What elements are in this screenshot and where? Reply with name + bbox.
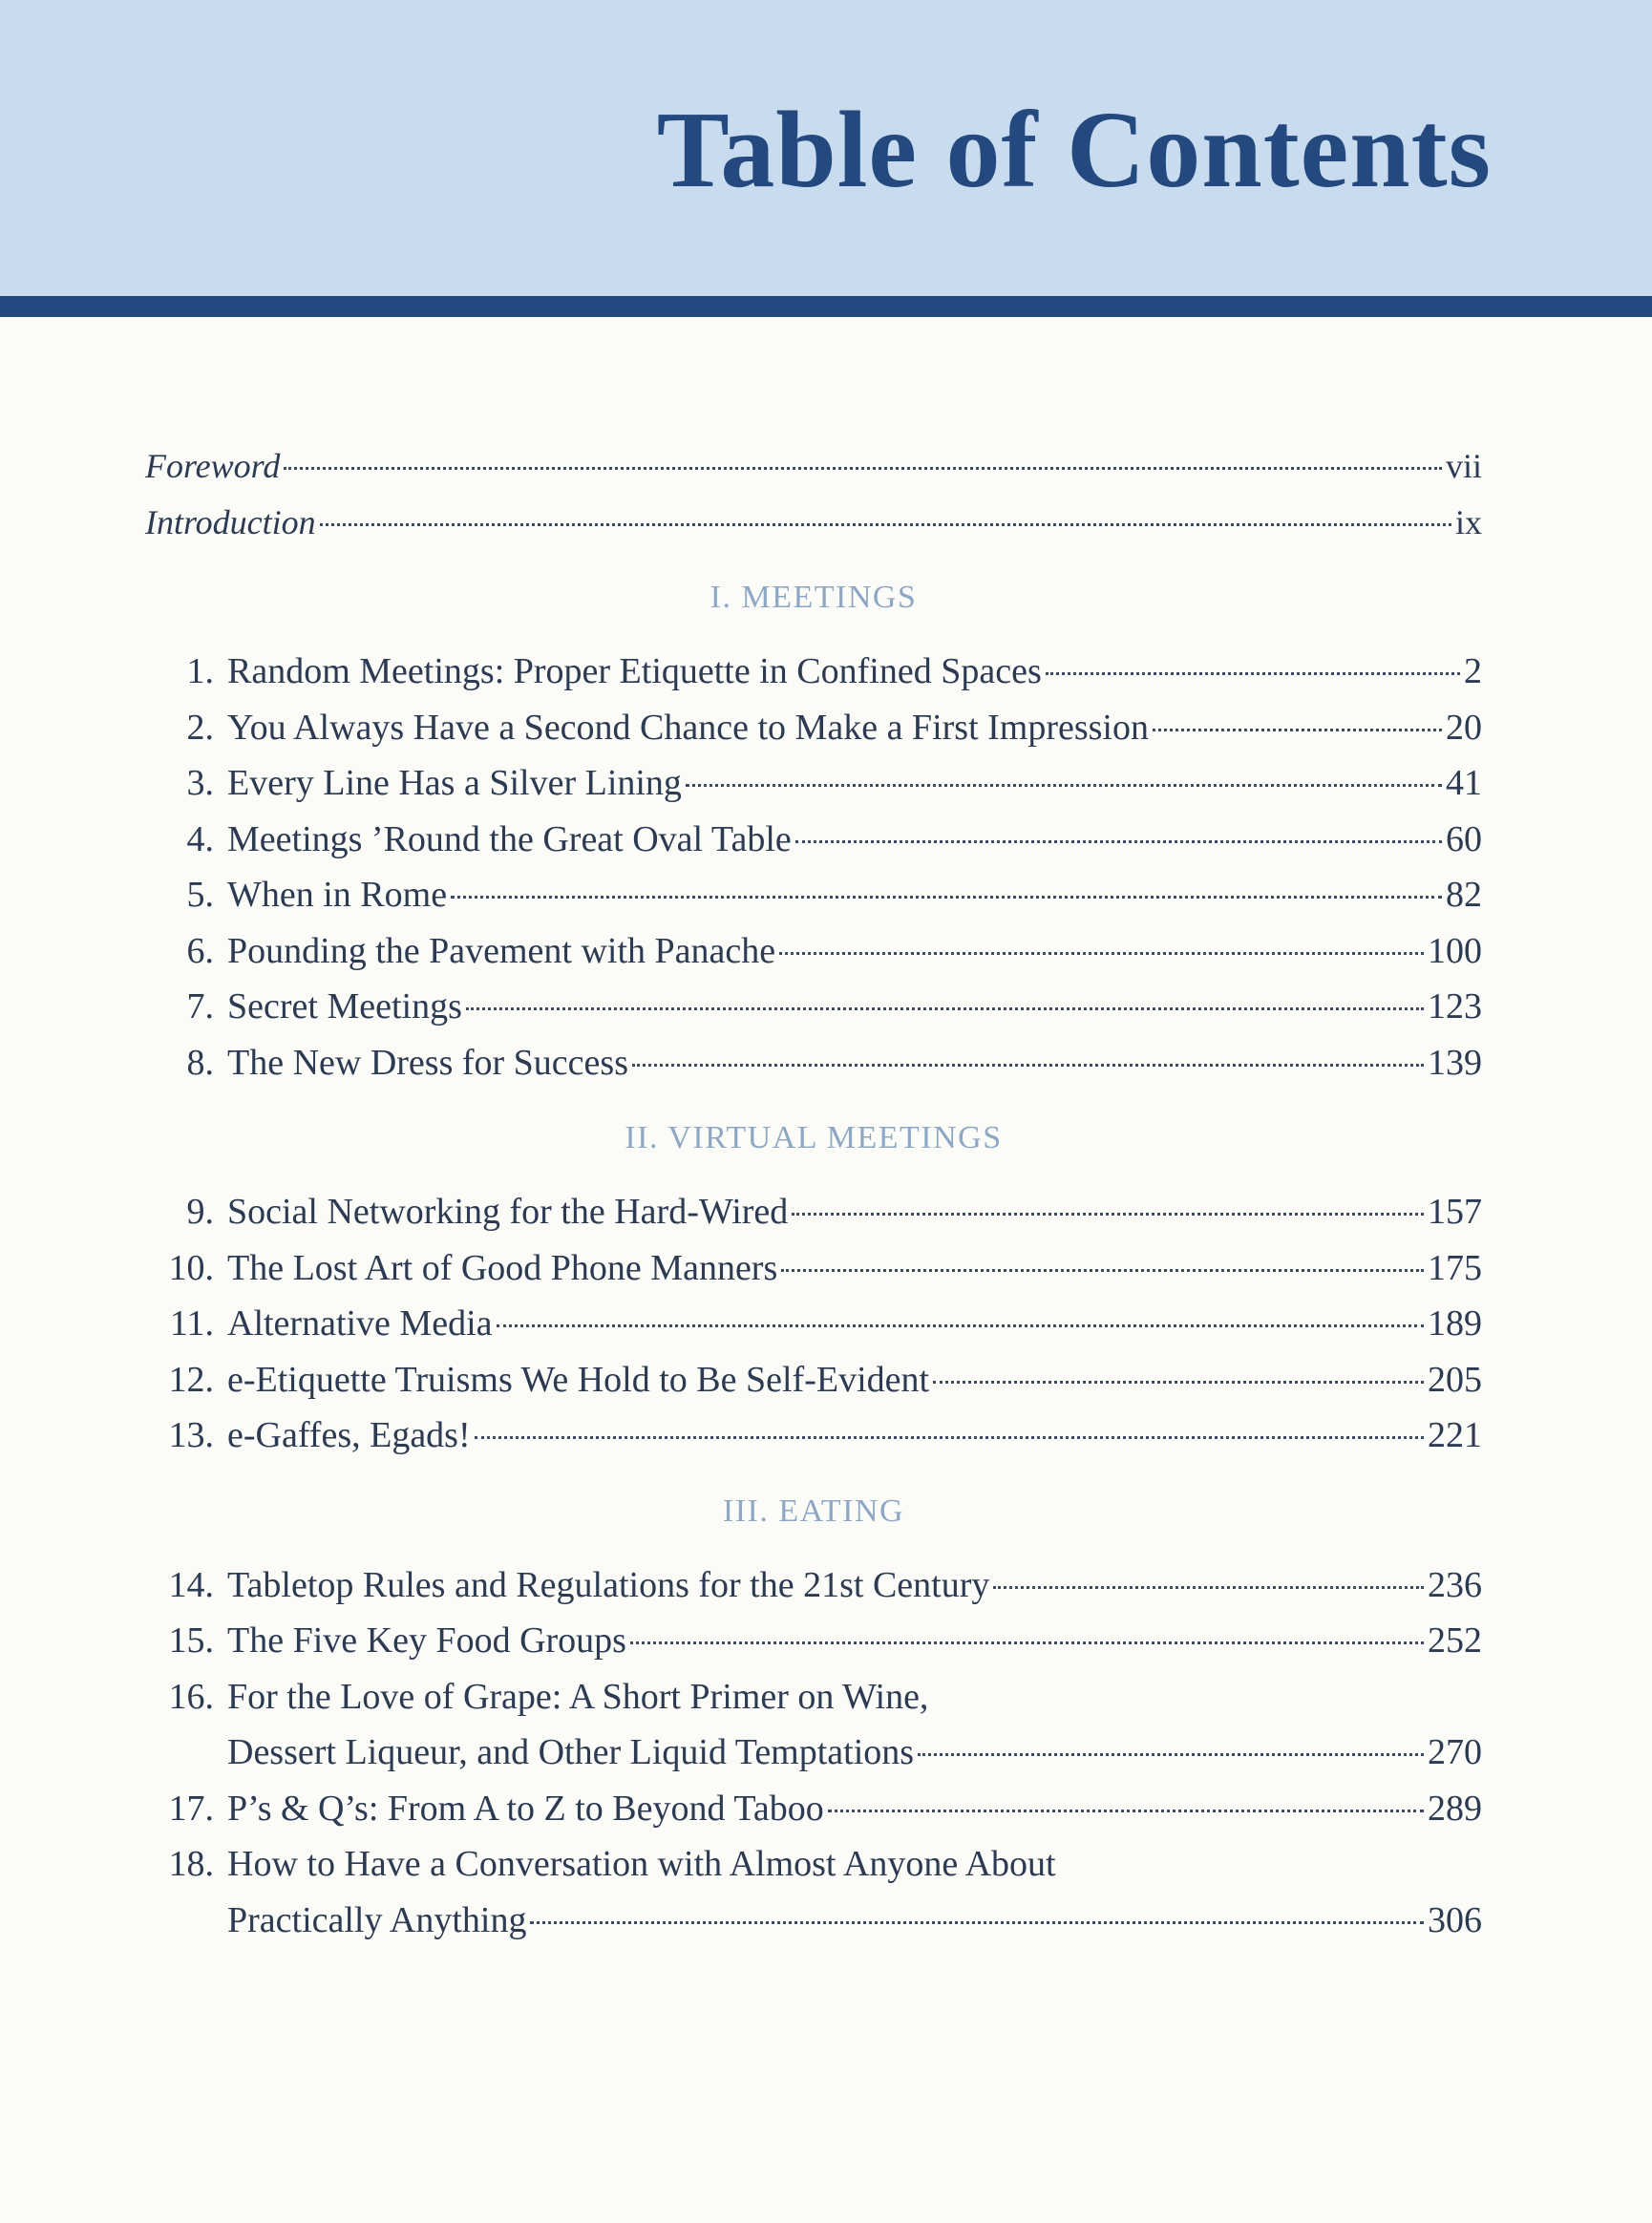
toc-entry-label: Random Meetings: Proper Etiquette in Confined Spaces xyxy=(227,651,1042,691)
section-heading: III. EATING xyxy=(722,1493,905,1529)
toc-entry-line[interactable] xyxy=(145,1893,1482,1949)
dot-leader xyxy=(630,1641,1424,1644)
toc-entry-page: 139 xyxy=(1428,1042,1482,1083)
dot-leader xyxy=(320,523,1451,526)
toc-entry-page: 189 xyxy=(1428,1303,1482,1344)
toc-entry-page: 175 xyxy=(1428,1247,1482,1288)
toc-entry-line[interactable] xyxy=(145,1613,1482,1669)
toc-entry-page: 289 xyxy=(1428,1788,1482,1829)
toc-entry-line[interactable] xyxy=(145,1725,1482,1781)
toc-entry-number: 13. xyxy=(168,1415,214,1455)
dot-leader xyxy=(1046,672,1460,675)
toc-entry-number: 1. xyxy=(186,651,214,691)
dot-leader xyxy=(1153,729,1442,731)
dot-leader xyxy=(795,840,1442,843)
toc-entry-label: Meetings ’Round the Great Oval Table xyxy=(227,818,792,859)
toc-entry-line[interactable] xyxy=(145,1669,1482,1725)
toc-entry-page: 205 xyxy=(1428,1359,1482,1400)
toc-entry-line[interactable] xyxy=(145,923,1482,980)
toc-entry-label: P’s & Q’s: From A to Z to Beyond Taboo xyxy=(227,1788,824,1829)
toc-entry-label: Dessert Liqueur, and Other Liquid Temptations xyxy=(227,1732,915,1772)
toc-entry-label: The Five Key Food Groups xyxy=(227,1620,626,1661)
toc-entry-number: 18. xyxy=(168,1844,214,1884)
dot-leader xyxy=(792,1213,1424,1216)
toc-entry-number: 7. xyxy=(186,986,214,1027)
toc-entry-label: The New Dress for Success xyxy=(227,1042,628,1083)
toc-entry-page: 236 xyxy=(1428,1564,1482,1605)
toc-entry-number: 9. xyxy=(186,1192,214,1232)
toc-entry-label: Foreword xyxy=(145,447,281,485)
toc-entry-number: 5. xyxy=(186,875,214,915)
toc-entry-line[interactable] xyxy=(145,1557,1482,1614)
dot-leader xyxy=(451,896,1442,899)
dot-leader xyxy=(466,1007,1424,1010)
toc-entry-line[interactable] xyxy=(145,1836,1482,1893)
toc-entry-line[interactable] xyxy=(145,755,1482,812)
toc-entry-number: 14. xyxy=(168,1564,214,1605)
toc-entry-label: Pounding the Pavement with Panache xyxy=(227,930,776,971)
toc-entry-label: Practically Anything xyxy=(227,1899,527,1940)
toc-entry-page: 20 xyxy=(1446,707,1482,748)
toc-entry-number: 2. xyxy=(186,707,214,748)
toc-entry-label: How to Have a Conversation with Almost Anyone About xyxy=(227,1844,1056,1884)
dot-leader xyxy=(828,1810,1424,1812)
toc-entry-line[interactable] xyxy=(145,1781,1482,1837)
toc-entry-line[interactable] xyxy=(145,1184,1482,1240)
toc-entry-label: You Always Have a Second Chance to Make a First Impression xyxy=(227,707,1149,748)
toc-entry-number: 10. xyxy=(168,1247,214,1288)
toc-entry-number: 16. xyxy=(168,1676,214,1717)
dot-leader xyxy=(686,784,1442,787)
dot-leader xyxy=(497,1324,1424,1327)
toc-entry-line[interactable] xyxy=(145,867,1482,923)
toc-entry-front-matter[interactable] xyxy=(145,438,1482,495)
toc-entry-page: 270 xyxy=(1428,1732,1482,1772)
toc-entry-label: e-Etiquette Truisms We Hold to Be Self-Evident xyxy=(227,1359,930,1400)
toc-entry-number: 6. xyxy=(186,930,214,971)
toc-entry-number: 15. xyxy=(168,1620,214,1661)
dot-leader xyxy=(993,1586,1424,1589)
dot-leader xyxy=(632,1064,1424,1067)
toc-entry-page: 221 xyxy=(1428,1415,1482,1455)
toc-entry-page: 306 xyxy=(1428,1899,1482,1940)
toc-entry-number: 4. xyxy=(186,818,214,859)
toc-entry-page: 60 xyxy=(1446,818,1482,859)
toc-entry-page: ix xyxy=(1454,502,1482,541)
toc-entry-label: Introduction xyxy=(145,502,316,541)
dot-leader xyxy=(284,467,1442,470)
toc-entry-line[interactable] xyxy=(145,1035,1482,1091)
toc-entry-page: vii xyxy=(1445,447,1482,485)
toc-entry-number: 11. xyxy=(169,1303,214,1344)
toc-entry-page: 100 xyxy=(1428,930,1482,971)
page-title: Table of Contents xyxy=(656,89,1492,210)
toc-entry-number: 3. xyxy=(186,763,214,803)
toc-entry-line[interactable] xyxy=(145,700,1482,756)
header-rule xyxy=(0,296,1652,317)
toc-entry-number: 12. xyxy=(168,1359,214,1400)
toc-entry-label: Every Line Has a Silver Lining xyxy=(227,763,682,803)
toc-entry-label: The Lost Art of Good Phone Manners xyxy=(227,1247,778,1288)
toc-entry-number: 8. xyxy=(186,1042,214,1083)
toc-entry-line[interactable] xyxy=(145,1352,1482,1408)
toc-entry-label: Secret Meetings xyxy=(227,986,462,1027)
dot-leader xyxy=(779,952,1424,955)
toc-entry-label: Social Networking for the Hard-Wired xyxy=(227,1192,789,1232)
toc-entry-front-matter[interactable] xyxy=(145,495,1482,551)
toc-entry-line[interactable] xyxy=(145,1240,1482,1297)
toc-entry-page: 82 xyxy=(1446,875,1482,915)
dot-leader xyxy=(918,1753,1424,1756)
toc-entry-line[interactable] xyxy=(145,812,1482,868)
toc-entry-line[interactable] xyxy=(145,979,1482,1035)
dot-leader xyxy=(475,1436,1424,1439)
toc-entry-number: 17. xyxy=(168,1788,214,1829)
toc-entry-line[interactable] xyxy=(145,1296,1482,1352)
toc-entry-label: When in Rome xyxy=(227,875,448,915)
toc-entry-page: 157 xyxy=(1428,1192,1482,1232)
dot-leader xyxy=(933,1381,1424,1384)
section-heading: I. MEETINGS xyxy=(710,580,918,615)
section-heading: II. VIRTUAL MEETINGS xyxy=(625,1120,1003,1155)
toc-entry-page: 41 xyxy=(1446,763,1482,803)
toc-entry-label: e-Gaffes, Egads! xyxy=(227,1415,471,1455)
dot-leader xyxy=(530,1921,1424,1924)
table-of-contents xyxy=(145,434,1482,1948)
toc-entry-label: Tabletop Rules and Regulations for the 21st Century xyxy=(227,1564,990,1605)
toc-entry-label: Alternative Media xyxy=(227,1303,493,1344)
dot-leader xyxy=(781,1269,1424,1272)
toc-entry-page: 123 xyxy=(1428,986,1482,1027)
toc-entry-label: For the Love of Grape: A Short Primer on Wine, xyxy=(227,1676,929,1717)
toc-entry-line[interactable] xyxy=(145,1408,1482,1464)
front-matter-list xyxy=(145,438,1482,550)
sections-list xyxy=(145,569,1482,1948)
toc-entry-page: 2 xyxy=(1464,651,1482,691)
toc-entry-page: 252 xyxy=(1428,1620,1482,1661)
toc-entry-line[interactable] xyxy=(145,644,1482,700)
